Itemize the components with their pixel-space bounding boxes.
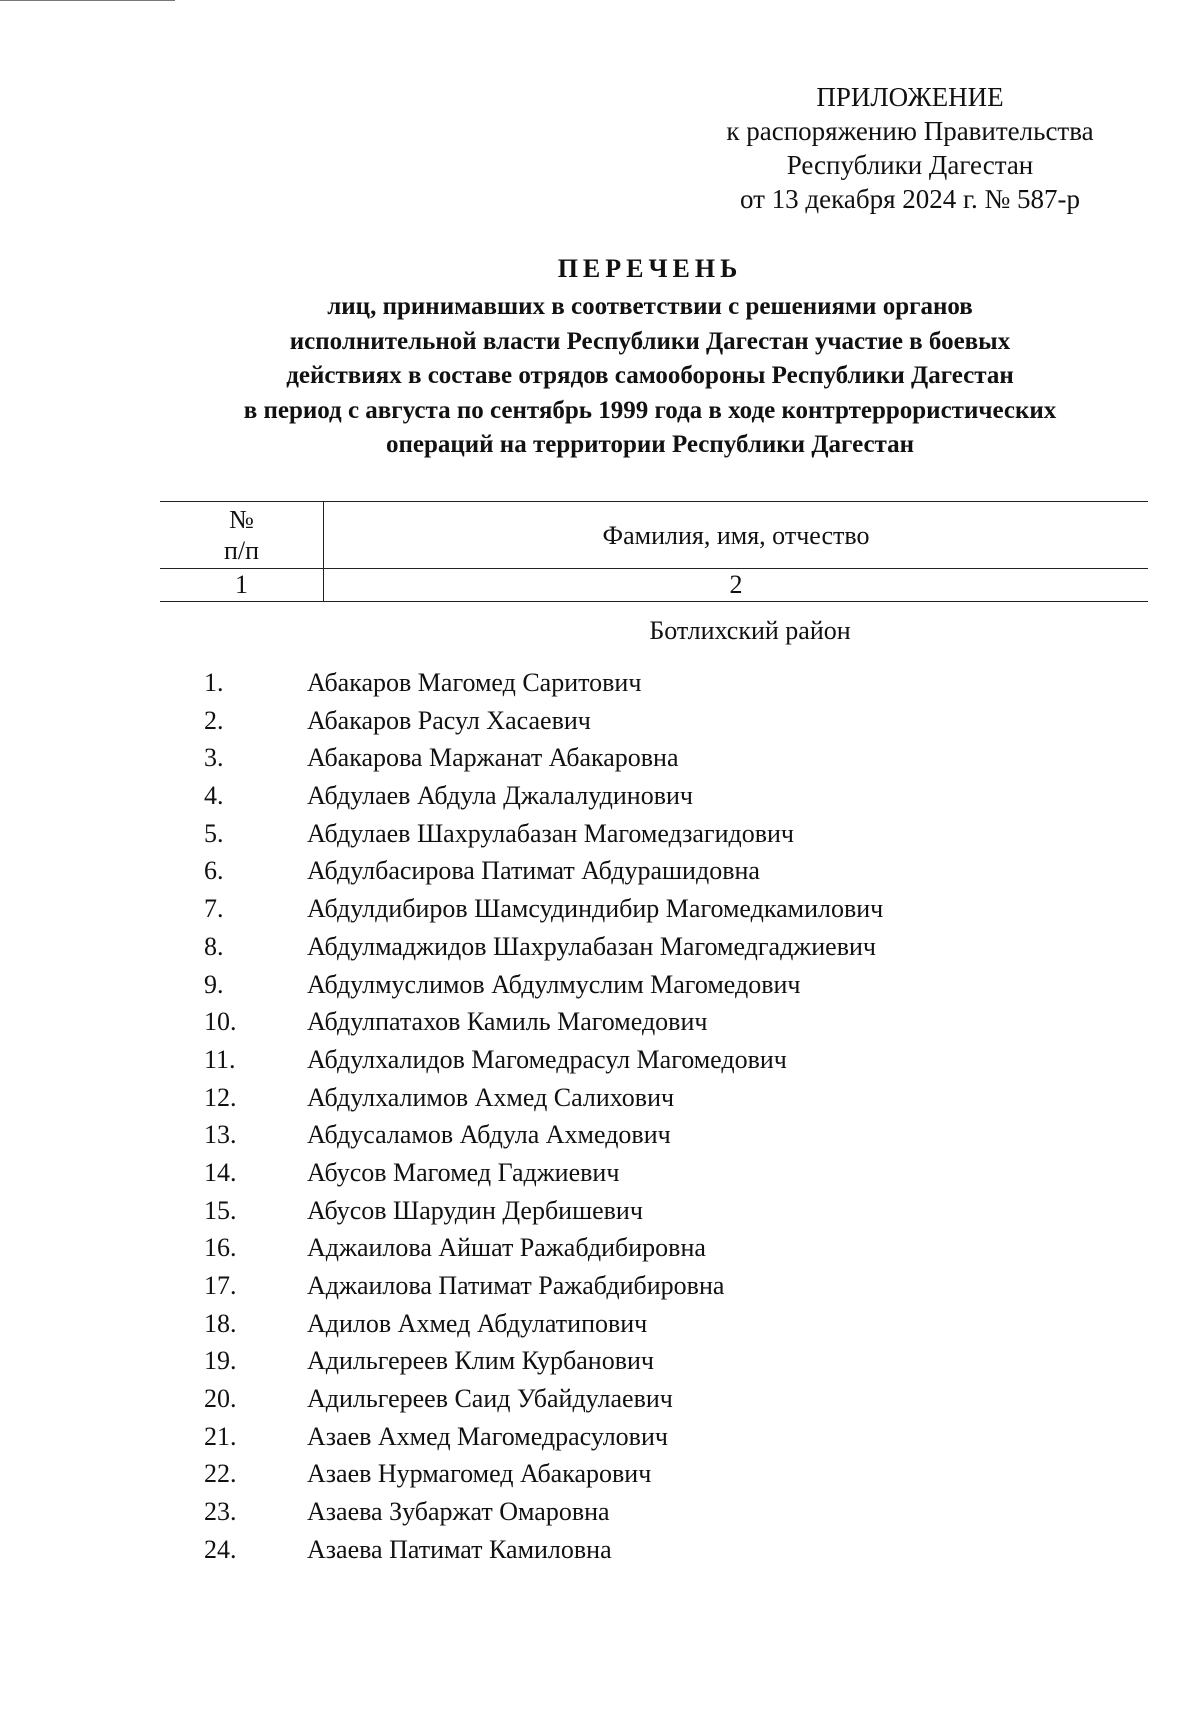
subtitle-line: исполнительной власти Республики Дагестан участие в боевых — [289, 327, 1011, 355]
subtitle-line: лиц, принимавших в соответствии с решениями органов — [327, 293, 973, 320]
list-item — [0, 1380, 1200, 1418]
list-item-name: Абакаров Магомед Саритович — [307, 668, 642, 697]
list-item-number: 12. — [204, 1082, 237, 1112]
list-item — [0, 777, 1200, 815]
appendix-line-republic: Республики Дагестан — [786, 150, 1034, 180]
col-number-index: 1 — [160, 569, 324, 602]
scan-edge-mark — [0, 0, 175, 1]
list-item-name: Абдулаев Абдула Джалалудинович — [307, 781, 693, 811]
list-item-name: Азаев Ахмед Магомедрасулович — [307, 1421, 668, 1451]
col-number-header — [160, 502, 324, 569]
subtitle-line: действиях в составе отрядов самообороны Республики Дагестан — [286, 362, 1014, 389]
list-item — [0, 1455, 1200, 1493]
col-name-header: Фамилия, имя, отчество — [324, 502, 1149, 569]
list-item — [0, 928, 1200, 966]
list-item — [0, 815, 1200, 853]
appendix-title: ПРИЛОЖЕНИЕ — [816, 82, 1004, 112]
list-item — [0, 1418, 1200, 1456]
list-item-name: Абдулпатахов Камиль Магомедович — [307, 1007, 708, 1037]
list-item-number: 17. — [204, 1271, 237, 1300]
list-item-number: 9. — [204, 969, 224, 999]
list-item — [0, 664, 1200, 702]
col-name-index: 2 — [324, 569, 1149, 602]
appendix-line-order: к распоряжению Правительства — [726, 116, 1094, 146]
list-item-name: Азаев Нурмагомед Абакарович — [307, 1459, 652, 1489]
list-item — [0, 1003, 1200, 1041]
list-item-name: Абдулдибиров Шамсудиндибир Магомедкамилович — [307, 894, 884, 924]
entries-list — [0, 664, 1200, 1569]
list-item-number: 11. — [204, 1044, 236, 1074]
list-item-name: Абдулмуслимов Абдулмуслим Магомедович — [307, 969, 801, 999]
appendix-line-date: от 13 декабря 2024 г. № 587-р — [739, 184, 1081, 214]
table-column-numbers-row — [160, 569, 1148, 602]
list-item — [0, 890, 1200, 928]
section-title: Ботлихский район — [649, 616, 851, 645]
list-item — [0, 1305, 1200, 1343]
list-item-number: 22. — [204, 1459, 237, 1489]
list-item-number: 18. — [204, 1308, 237, 1338]
list-item-number: 4. — [204, 781, 224, 811]
list-item — [0, 1493, 1200, 1531]
list-item-number: 3. — [204, 743, 224, 773]
list-item-number: 10. — [204, 1007, 237, 1037]
list-item-number: 6. — [204, 856, 224, 886]
list-item — [0, 1116, 1200, 1154]
list-item-name: Адилов Ахмед Абдулатипович — [307, 1308, 648, 1338]
list-item-number: 23. — [204, 1497, 237, 1527]
list-item — [0, 1154, 1200, 1192]
list-item-number: 20. — [204, 1384, 237, 1414]
list-item-name: Аджаилова Айшат Ражабдибировна — [307, 1233, 706, 1263]
list-item-number: 15. — [204, 1195, 237, 1225]
list-item — [0, 1229, 1200, 1267]
list-item-name: Абдулмаджидов Шахрулабазан Магомедгаджиевич — [307, 931, 876, 961]
list-item-name: Аджаилова Патимат Ражабдибировна — [307, 1271, 725, 1300]
list-item-name: Абусов Шарудин Дербишевич — [307, 1195, 643, 1225]
list-item — [0, 1531, 1200, 1569]
list-item-number: 7. — [204, 894, 224, 924]
list-item — [0, 1041, 1200, 1079]
list-item-number: 19. — [204, 1346, 237, 1376]
list-item-number: 5. — [204, 818, 224, 848]
list-item-name: Абдусаламов Абдула Ахмедович — [307, 1120, 671, 1150]
subtitle-line: в период с августа по сентябрь 1999 года в ходе контртеррористических — [243, 396, 1057, 424]
list-item-number: 14. — [204, 1157, 237, 1187]
list-item — [0, 852, 1200, 890]
list-item — [0, 1192, 1200, 1230]
list-item — [0, 1342, 1200, 1380]
list-item-number: 13. — [204, 1120, 237, 1150]
col-number-header-line2: п/п — [223, 536, 260, 565]
table-header-row — [160, 502, 1148, 569]
subtitle-line: операций на территории Республики Дагестан — [385, 431, 915, 458]
list-item — [0, 739, 1200, 777]
appendix-header — [660, 80, 1160, 216]
document-subtitle — [100, 290, 1200, 463]
list-item — [0, 1079, 1200, 1117]
list-item-name: Абакарова Маржанат Абакаровна — [307, 743, 679, 773]
list-item-number: 24. — [204, 1534, 237, 1564]
col-number-header-line1: № — [229, 505, 254, 534]
document-title: ПЕРЕЧЕНЬ — [557, 254, 743, 283]
list-item-name: Абдулаев Шахрулабазан Магомедзагидович — [307, 818, 795, 848]
list-item-name: Абдулхалидов Магомедрасул Магомедович — [307, 1044, 787, 1074]
list-header-table — [160, 501, 1148, 602]
list-item-name: Азаева Патимат Камиловна — [307, 1534, 612, 1564]
list-item-name: Абдулбасирова Патимат Абдурашидовна — [307, 856, 760, 886]
list-item-number: 8. — [204, 931, 224, 961]
list-item-name: Азаева Зубаржат Омаровна — [307, 1497, 610, 1527]
list-item-number: 1. — [204, 668, 224, 697]
list-item-number: 21. — [204, 1421, 237, 1451]
list-item-name: Абакаров Расул Хасаевич — [307, 705, 591, 735]
list-item-number: 16. — [204, 1233, 237, 1263]
list-item-name: Адильгереев Саид Убайдулаевич — [307, 1384, 673, 1414]
list-item-number: 2. — [204, 705, 224, 735]
list-item-name: Адильгереев Клим Курбанович — [307, 1346, 654, 1376]
list-item-name: Абусов Магомед Гаджиевич — [307, 1157, 620, 1187]
list-item — [0, 966, 1200, 1004]
list-item-name: Абдулхалимов Ахмед Салихович — [307, 1082, 675, 1112]
list-item — [0, 1267, 1200, 1305]
list-item — [0, 702, 1200, 740]
